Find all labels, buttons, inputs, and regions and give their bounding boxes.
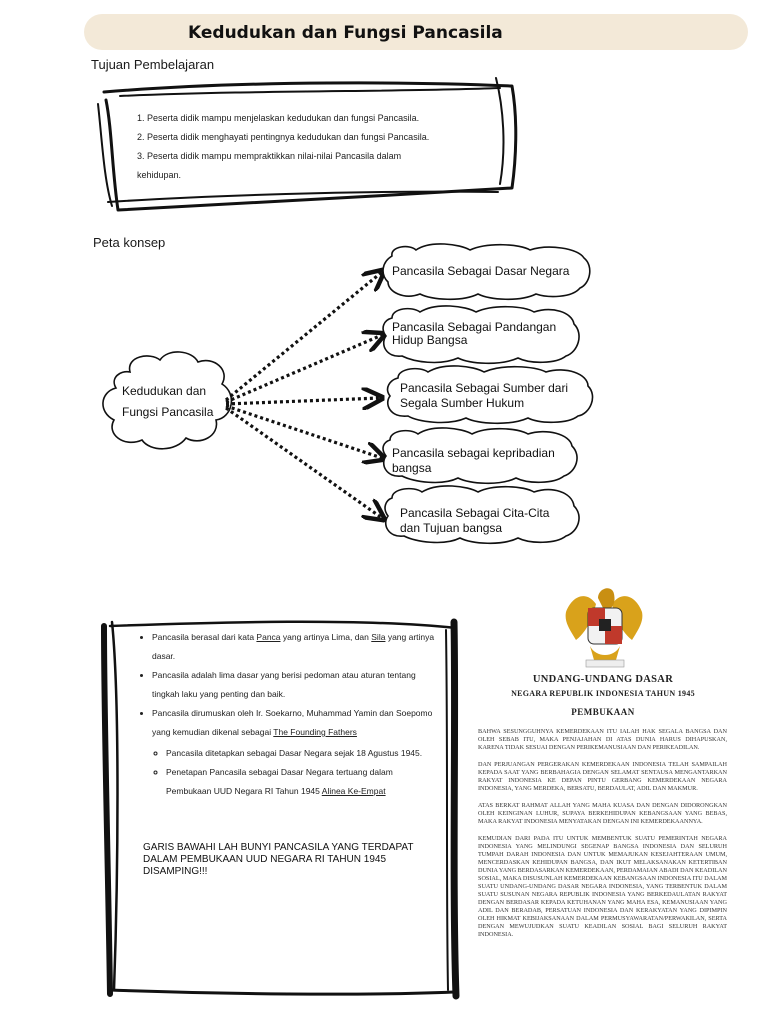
objective-item: 2. Peserta didik menghayati pentingnya kedudukan dan fungsi Pancasila. — [137, 132, 430, 142]
uud-paragraph: BAHWA SESUNGGUHNYA KEMERDEKAAN ITU IALAH HAK SEGALA BANGSA DAN OLEH SEBAB ITU, MAKA PENJAJAHAN DI ATAS DUNIA HARUS DIHAPUSKAN, KARENA TIDAK SESUAI DENGAN PERIKEMANUSIAAN DAN PERIKEADILAN. — [478, 728, 727, 751]
info-text: Penetapan Pancasila sebagai Dasar Negara tertuang dalam Pembukaan UUD Negara RI Tahun 1945 — [166, 767, 393, 796]
objective-item: 1. Peserta didik mampu menjelaskan kedudukan dan fungsi Pancasila. — [137, 113, 420, 123]
concept-node-line: Hidup Bangsa — [392, 333, 468, 347]
uud-subtitle: NEGARA REPUBLIK INDONESIA TAHUN 1945 — [511, 689, 695, 698]
concept-center-line: Fungsi Pancasila — [122, 405, 214, 419]
uud-paragraph: DAN PERJUANGAN PERGERAKAN KEMERDEKAAN INDONESIA TELAH SAMPAILAH KEPADA SAAT YANG BERBAHAGIA DENGAN SELAMAT SENTAUSA MENGANTARKAN RAKYAT INDONESIA KE DEPAN PINTU GERBANG KEMERDEKAAN NEGARA INDONESIA, YANG MERDEKA, BERSATU, BERDAULAT, ADIL DAN MAKMUR. — [478, 761, 727, 792]
concept-center-line: Kedudukan dan — [122, 384, 207, 398]
uud-title: UNDANG-UNDANG DASAR — [532, 674, 674, 685]
uud-heading — [478, 674, 728, 717]
info-underlined: Sila — [371, 632, 386, 642]
objective-item: kehidupan. — [137, 170, 182, 180]
concept-node-line: dan Tujuan bangsa — [400, 521, 503, 535]
concept-node-line: Pancasila Sebagai Dasar Negara — [392, 264, 570, 278]
concept-node-line: Pancasila Sebagai Cita-Cita — [400, 506, 550, 520]
concept-node-line: bangsa — [392, 461, 432, 475]
uud-preamble-text — [478, 728, 727, 948]
info-bullet: • Pancasila adalah lima dasar yang berisi pedoman atau aturan tentang tingkah laku yang penting dan baik. — [152, 666, 436, 704]
info-underlined: The Founding Fathers — [273, 727, 357, 737]
objectives-heading: Tujuan Pembelajaran — [91, 57, 215, 72]
uud-paragraph: KEMUDIAN DARI PADA ITU UNTUK MEMBENTUK SUATU PEMERINTAH NEGARA INDONESIA YANG MELINDUNGI SEGENAP BANGSA INDONESIA DAN SELURUH TUMPAH DARAH INDONESIA DAN UNTUK MEMAJUKAN KESEJAHTERAAN UMUM, MENCERDASKAN KEHIDUPAN BANGSA, DAN IKUT MELAKSANAKAN KETERTIBAN DUNIA YANG BERDASARKAN KEMERDEKAAN, PERDAMAIAN ABADI DAN KEADILAN SOSIAL, MAKA DISUSUNLAH KEMERDEKAAN KEBANGSAAN INDONESIA ITU DALAM SUATU UNDANG-UNDANG DASAR NEGARA INDONESIA, YANG TERBENTUK DALAM SUATU SUSUNAN NEGARA REPUBLIK INDONESIA YANG BERKEDAULATAN RAKYAT DENGAN BERDASAR KEPADA KETUHANAN YANG MAHA ESA, KEMANUSIAAN YANG ADIL DAN BERADAB, PERSATUAN INDONESIA DAN KERAKYATAN YANG DIPIMPIN OLEH HIKMAT KEBIJAKSANAAN DALAM PERMUSYAWARATAN/PERWAKILAN, SERTA DENGAN MEWUJUDKAN SUATU KEADILAN SOSIAL BAGI SELURUH RAKYAT INDONESIA. — [478, 835, 727, 938]
page-title: Kedudukan dan Fungsi Pancasila — [188, 23, 503, 43]
uud-preamble-heading: PEMBUKAAN — [571, 707, 635, 717]
info-underlined: Panca — [256, 632, 281, 642]
concept-map-heading: Peta konsep — [93, 235, 166, 250]
info-text: yang artinya dasar. — [152, 632, 435, 661]
concept-node-line: Pancasila Sebagai Sumber dari — [400, 381, 569, 395]
concept-node-line: Pancasila Sebagai Pandangan — [392, 320, 557, 334]
concept-node-line: Segala Sumber Hukum — [400, 396, 525, 410]
objective-item: 3. Peserta didik mampu mempraktikkan nilai-nilai Pancasila dalam — [137, 151, 402, 161]
info-text: yang artinya Lima, dan — [280, 632, 372, 642]
info-underlined: Alinea Ke-Empat — [321, 786, 386, 796]
concept-node-line: Pancasila sebagai kepribadian — [392, 446, 555, 460]
info-sub-bullet: ◦ Pancasila ditetapkan sebagai Dasar Negara sejak 18 Agustus 1945. — [166, 744, 436, 763]
instruction-note: GARIS BAWAHI LAH BUNYI PANCASILA YANG TERDAPAT DALAM PEMBUKAAN UUD NEGARA RI TAHUN 1945 DISAMPING!!! — [143, 842, 414, 877]
uud-paragraph: ATAS BERKAT RAHMAT ALLAH YANG MAHA KUASA DAN DENGAN DIDORONGKAN OLEH KEINGINAN LUHUR, SUPAYA BERKEHIDUPAN KEBANGSAAN YANG BEBAS, MAKA RAKYAT INDONESIA MENYATAKAN DENGAN INI KEMERDEKAANNYA. — [478, 802, 727, 825]
info-text: Pancasila berasal dari kata — [152, 632, 257, 642]
info-text: Pancasila dirumuskan oleh Ir. Soekarno, Muhammad Yamin dan Soepomo yang kemudian dikenal sebagai — [152, 708, 433, 737]
